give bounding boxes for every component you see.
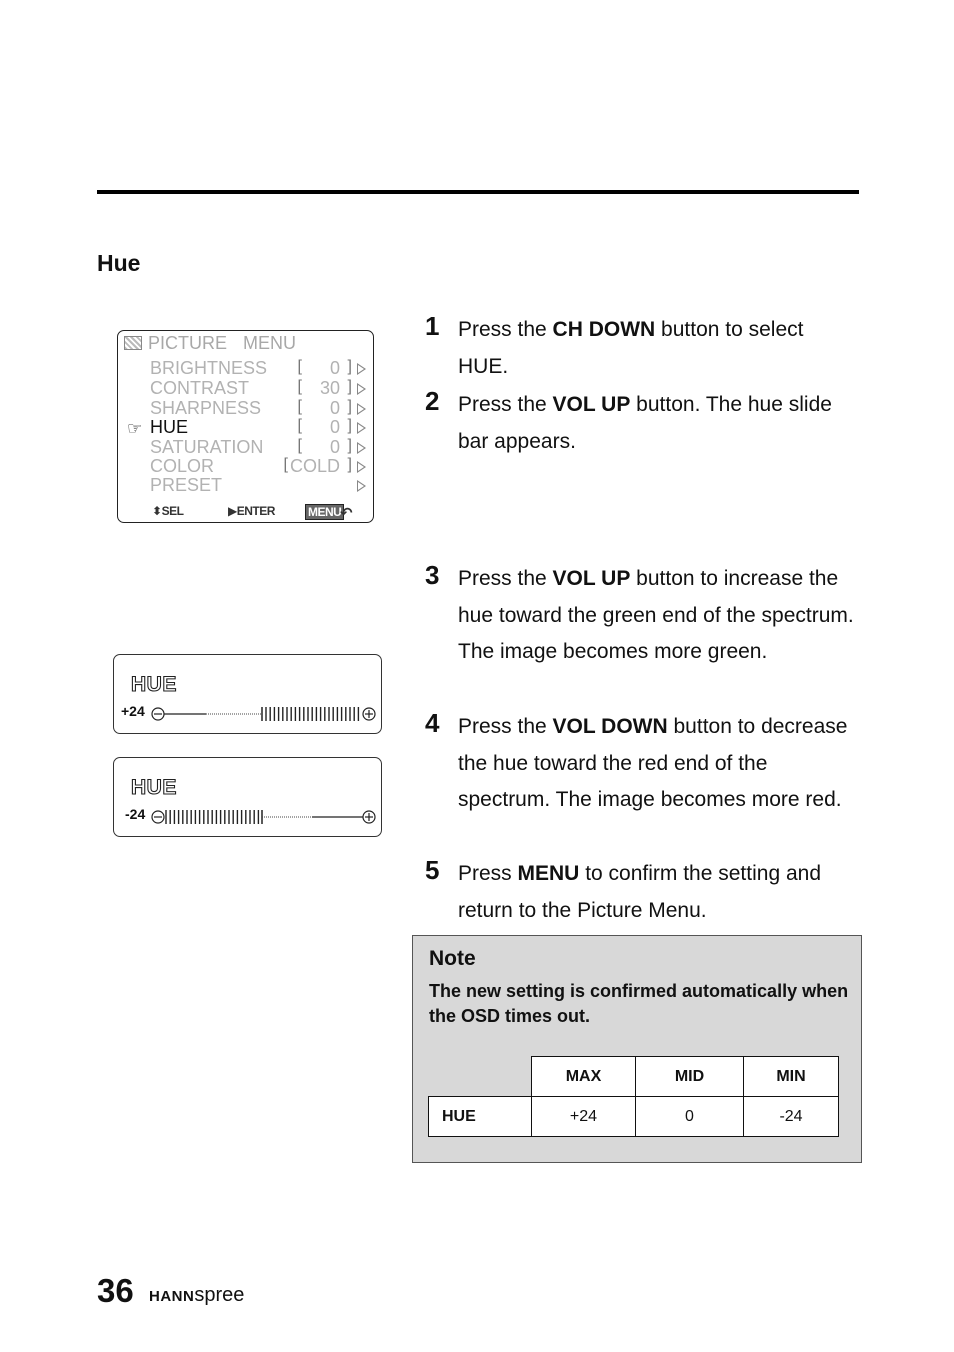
osd-menu-hint: MENU xyxy=(305,504,344,520)
hue-slider-value: -24 xyxy=(125,806,146,822)
hue-slider-track xyxy=(114,655,380,733)
tv-icon xyxy=(124,336,142,350)
osd-item-brightness: BRIGHTNESS [ 0 ] xyxy=(150,358,372,378)
hue-slider-ticks xyxy=(166,810,258,824)
hue-slider-track xyxy=(114,758,380,836)
hue-slider-ticks xyxy=(266,707,358,721)
osd-enter-hint: ▶ENTER xyxy=(228,504,275,518)
table-cell: -24 xyxy=(744,1097,839,1137)
note-title: Note xyxy=(429,947,476,970)
osd-footer xyxy=(118,504,373,522)
table-header: MAX xyxy=(532,1057,636,1097)
header-rule xyxy=(97,190,859,194)
table-row xyxy=(429,1097,839,1137)
osd-picture-menu xyxy=(117,330,374,523)
osd-item-color: COLOR [ COLD ] xyxy=(150,456,372,476)
arrow-right-icon xyxy=(357,403,366,415)
note-box xyxy=(412,935,862,1163)
hue-range-table xyxy=(428,1056,839,1137)
hue-slider-value: +24 xyxy=(121,703,145,719)
hand-pointer-icon: ☞ xyxy=(127,419,143,438)
section-title: Hue xyxy=(97,250,141,276)
table-cell: 0 xyxy=(636,1097,744,1137)
table-header: MID xyxy=(636,1057,744,1097)
table-cell: +24 xyxy=(532,1097,636,1137)
brand-logo: HANNspree xyxy=(149,1284,245,1306)
arrow-right-icon xyxy=(357,480,366,492)
arrow-right-icon xyxy=(357,383,366,395)
hue-slider-max xyxy=(113,654,382,734)
table-row-label: HUE xyxy=(429,1097,532,1137)
osd-title: PICTURE MENU xyxy=(124,333,296,354)
arrow-right-icon xyxy=(357,442,366,454)
osd-item-sharpness: SHARPNESS [ 0 ] xyxy=(150,398,372,418)
hue-slider-title: HUE xyxy=(131,776,177,799)
arrow-right-icon xyxy=(357,422,366,434)
return-icon: ↶ xyxy=(340,505,353,522)
note-body: The new setting is confirmed automatically when the OSD times out. xyxy=(429,981,849,1026)
arrow-right-icon xyxy=(357,461,366,473)
table-header-row xyxy=(429,1057,839,1097)
page-number: 36 xyxy=(97,1272,134,1309)
hue-slider-min xyxy=(113,757,382,837)
arrow-right-icon xyxy=(357,363,366,375)
osd-item-preset: PRESET xyxy=(150,475,372,495)
table-header: MIN xyxy=(744,1057,839,1097)
osd-item-contrast: CONTRAST [ 30 ] xyxy=(150,378,372,398)
hue-slider-title: HUE xyxy=(131,673,177,696)
osd-item-saturation: SATURATION [ 0 ] xyxy=(150,437,372,457)
osd-item-hue: HUE [ 0 ] xyxy=(150,417,372,437)
osd-sel-hint: ⬍SEL xyxy=(152,504,184,518)
